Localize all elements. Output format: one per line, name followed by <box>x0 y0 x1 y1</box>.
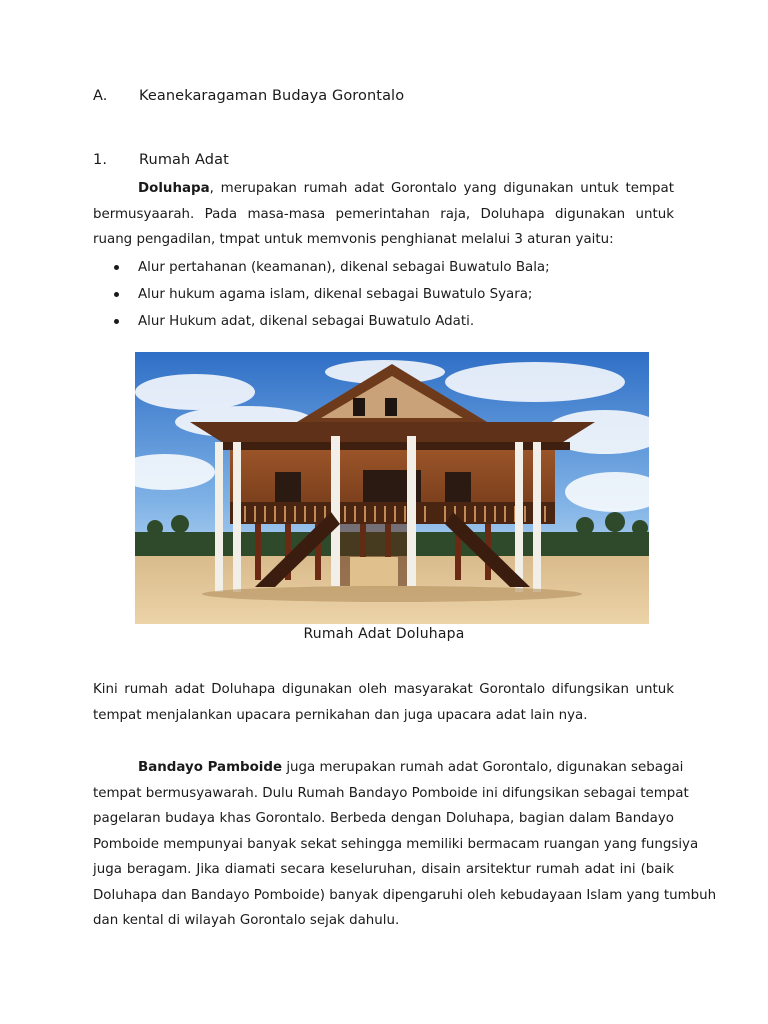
bandayo-line-7: dan kental di wilayah Gorontalo sejak dahulu. <box>93 913 400 928</box>
doluhapa-line-1-text: , merupakan rumah adat Gorontalo yang digunakan untuk tempat <box>209 181 674 196</box>
bandayo-line-4: Pomboide mempunyai banyak sekat sehingga memiliki bermacam ruangan yang fungsiya <box>93 836 699 852</box>
bullet-icon <box>114 265 119 270</box>
bullet-icon <box>114 319 119 324</box>
bandayo-paragraph <box>93 755 717 934</box>
doluhapa-term: Doluhapa <box>138 181 210 196</box>
list-item <box>110 308 550 335</box>
bandayo-term: Bandayo Pamboide <box>138 760 283 775</box>
doluhapa-line-3: ruang pengadilan, tmpat untuk memvonis penghianat melalui 3 aturan yaitu: <box>93 232 614 247</box>
rule-text: Alur Hukum adat, dikenal sebagai Buwatulo Adati. <box>138 314 475 329</box>
bandayo-line-1-text: juga merupakan rumah adat Gorontalo, digunakan sebagai <box>282 760 684 775</box>
bandayo-line-6: Doluhapa dan Bandayo Pomboide) banyak dipengaruhi oleh kebudayaan Islam yang tumbuh <box>93 887 717 903</box>
bandayo-line-5: juga beragam. Jika diamati secara keseluruhan, disain arsitektur rumah adat ini (baik <box>93 862 674 877</box>
list-item <box>110 281 550 308</box>
section-title: Keanekaragaman Budaya Gorontalo <box>139 88 405 104</box>
list-item <box>110 254 550 281</box>
subsection-number: 1. <box>93 152 108 168</box>
doluhapa-paragraph <box>93 176 674 253</box>
bandayo-line-2: tempat bermusyawarah. Dulu Rumah Bandayo Pomboide ini difungsikan sebagai tempat <box>93 785 689 801</box>
bandayo-line-3: pagelaran budaya khas Gorontalo. Berbeda dengan Doluhapa, bagian dalam Bandayo <box>93 811 674 826</box>
kini-line-2: tempat menjalankan upacara pernikahan dan juga upacara adat lain nya. <box>93 707 588 723</box>
kini-paragraph <box>93 677 674 728</box>
section-letter: A. <box>93 88 108 104</box>
rules-list <box>110 254 550 335</box>
bandayo-line-1 <box>93 755 684 781</box>
photo-caption: Rumah Adat Doluhapa <box>303 626 465 642</box>
doluhapa-line-2: bermusyaarah. Pada masa-masa pemerintahan raja, Doluhapa digunakan untuk <box>93 206 674 222</box>
doluhapa-line-1 <box>93 176 674 202</box>
kini-line-1: Kini rumah adat Doluhapa digunakan oleh masyarakat Gorontalo difungsikan untuk <box>93 682 674 697</box>
subsection-heading <box>93 152 653 172</box>
bullet-icon <box>114 292 119 297</box>
rule-text: Alur hukum agama islam, dikenal sebagai Buwatulo Syara; <box>138 287 533 302</box>
subsection-title: Rumah Adat <box>139 152 229 168</box>
house-illustration <box>135 352 649 624</box>
rule-text: Alur pertahanan (keamanan), dikenal sebagai Buwatulo Bala; <box>138 260 550 275</box>
section-heading <box>93 88 653 108</box>
doluhapa-photo <box>135 352 649 624</box>
